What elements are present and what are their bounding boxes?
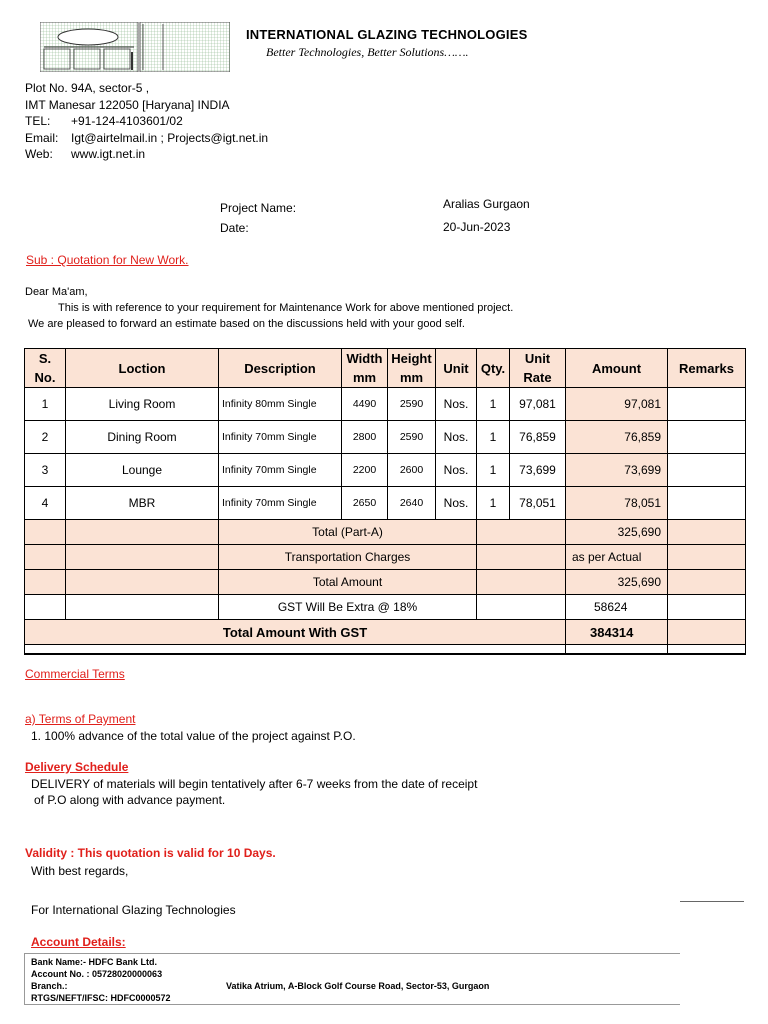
header-description: Description: [219, 349, 342, 388]
header-width-line1: Width: [346, 351, 383, 366]
delivery-text-line-2: of P.O along with advance payment.: [34, 793, 226, 807]
payment-terms-heading: a) Terms of Payment: [25, 712, 136, 726]
header-width-line2: mm: [352, 370, 377, 385]
subject-line: Sub : Quotation for New Work.: [26, 253, 189, 267]
letter-paragraph-1: This is with reference to your requirement for Maintenance Work for above mentioned project.: [58, 302, 514, 314]
tel-value: +91-124-4103601/02: [71, 114, 183, 128]
cell-rate: 76,859: [510, 421, 566, 454]
date-label: Date:: [220, 221, 249, 235]
header-unit: Unit: [436, 349, 477, 388]
total-amount-row: [25, 570, 746, 595]
table-header-row: [25, 349, 746, 388]
transport-row: [25, 545, 746, 570]
gst-label: GST Will Be Extra @ 18%: [219, 595, 477, 620]
cell-qty: 1: [477, 487, 510, 520]
table-row: [25, 487, 746, 520]
grand-total-row: [25, 620, 746, 645]
address-web: [25, 146, 145, 163]
cell-remarks: [668, 388, 746, 421]
cell-width: 2800: [342, 421, 388, 454]
cell-amount: 97,081: [566, 388, 668, 421]
cell-remarks: [668, 454, 746, 487]
address-line-2: IMT Manesar 122050 [Haryana] INDIA: [25, 98, 230, 112]
cell-remarks: [668, 487, 746, 520]
cell-height: 2600: [388, 454, 436, 487]
cell-unit: Nos.: [436, 454, 477, 487]
header-height-line2: mm: [399, 370, 424, 385]
web-value[interactable]: www.igt.net.in: [71, 147, 146, 161]
header-remarks: Remarks: [668, 349, 746, 388]
cell-rate: 97,081: [510, 388, 566, 421]
letter-paragraph-2: We are pleased to forward an estimate based on the discussions held with your good self.: [28, 318, 465, 330]
address-line-1: Plot No. 94A, sector-5 ,: [25, 81, 150, 95]
empty-cell: [25, 570, 66, 595]
address-tel: [25, 113, 183, 130]
cell-width: 2650: [342, 487, 388, 520]
header-rate-line1: Unit: [524, 351, 551, 366]
company-name: INTERNATIONAL GLAZING TECHNOLOGIES: [246, 27, 528, 42]
cell-unit: Nos.: [436, 388, 477, 421]
cell-unit: Nos.: [436, 487, 477, 520]
cell-sno: 1: [25, 388, 66, 421]
signature-line: [680, 901, 744, 902]
header-rate-line2: Rate: [523, 370, 552, 385]
cell-sno: 3: [25, 454, 66, 487]
company-logo: [40, 22, 230, 72]
delivery-schedule-heading: Delivery Schedule: [25, 760, 129, 774]
project-name-label: Project Name:: [220, 201, 297, 215]
email-label: Email:: [25, 131, 59, 145]
gst-value: 58624: [566, 595, 668, 620]
cell-location: Lounge: [66, 454, 219, 487]
cell-width: 2200: [342, 454, 388, 487]
cell-amount: 78,051: [566, 487, 668, 520]
cell-qty: 1: [477, 454, 510, 487]
cell-sno: 2: [25, 421, 66, 454]
grand-total-value: 384314: [566, 620, 668, 645]
empty-cell: [668, 545, 746, 570]
cell-remarks: [668, 421, 746, 454]
cell-description: Infinity 80mm Single: [219, 388, 342, 421]
date-value: 20-Jun-2023: [443, 220, 511, 234]
empty-cell: [668, 520, 746, 545]
cell-rate: 78,051: [510, 487, 566, 520]
empty-cell: [25, 520, 66, 545]
cell-height: 2640: [388, 487, 436, 520]
company-tagline: Better Technologies, Better Solutions…….: [266, 45, 469, 59]
empty-cell: [566, 645, 668, 654]
total-part-a-value: 325,690: [566, 520, 668, 545]
cell-amount: 76,859: [566, 421, 668, 454]
delivery-text-line-1: DELIVERY of materials will begin tentatively after 6-7 weeks from the date of receipt: [31, 777, 478, 791]
branch-label: Branch.:: [31, 981, 68, 991]
address-email: [25, 130, 268, 147]
header-rate: [510, 349, 566, 388]
tel-label: TEL:: [25, 114, 51, 128]
empty-cell: [477, 570, 566, 595]
cell-width: 4490: [342, 388, 388, 421]
cell-qty: 1: [477, 388, 510, 421]
payment-terms-text: 1. 100% advance of the total value of the project against P.O.: [31, 729, 356, 743]
ifsc-code: RTGS/NEFT/IFSC: HDFC0000572: [31, 993, 171, 1003]
salutation: Dear Ma'am,: [25, 286, 88, 298]
cell-sno: 4: [25, 487, 66, 520]
regards-text: With best regards,: [31, 864, 129, 878]
total-part-a-label: Total (Part-A): [219, 520, 477, 545]
empty-cell: [25, 595, 66, 620]
email-value[interactable]: Igt@airtelmail.in ; Projects@igt.net.in: [71, 131, 269, 145]
bank-name: Bank Name:- HDFC Bank Ltd.: [31, 957, 158, 967]
table-row: [25, 421, 746, 454]
table-spacer-row: [25, 645, 746, 654]
web-label: Web:: [25, 147, 53, 161]
empty-cell: [668, 595, 746, 620]
header-height: [388, 349, 436, 388]
header-location: Loction: [66, 349, 219, 388]
cell-description: Infinity 70mm Single: [219, 487, 342, 520]
cell-location: MBR: [66, 487, 219, 520]
empty-cell: [668, 620, 746, 645]
commercial-terms-heading: Commercial Terms: [25, 667, 125, 681]
header-sno: S. No.: [25, 349, 66, 388]
empty-cell: [66, 570, 219, 595]
table-row: [25, 454, 746, 487]
grand-total-label: Total Amount With GST: [25, 620, 566, 645]
cell-rate: 73,699: [510, 454, 566, 487]
total-amount-value: 325,690: [566, 570, 668, 595]
header-amount: Amount: [566, 349, 668, 388]
empty-cell: [477, 520, 566, 545]
header-qty: Qty.: [477, 349, 510, 388]
cell-description: Infinity 70mm Single: [219, 454, 342, 487]
cell-description: Infinity 70mm Single: [219, 421, 342, 454]
total-amount-label: Total Amount: [219, 570, 477, 595]
empty-cell: [668, 570, 746, 595]
branch-address: Vatika Atrium, A-Block Golf Course Road, Sector-53, Gurgaon: [226, 981, 490, 991]
for-company-text: For International Glazing Technologies: [31, 903, 236, 917]
account-number: Account No. : 05728020000063: [31, 969, 163, 979]
cell-amount: 73,699: [566, 454, 668, 487]
quotation-table: [24, 348, 746, 655]
cell-qty: 1: [477, 421, 510, 454]
empty-cell: [25, 645, 566, 654]
empty-cell: [668, 645, 746, 654]
empty-cell: [477, 545, 566, 570]
cell-height: 2590: [388, 421, 436, 454]
empty-cell: [25, 545, 66, 570]
validity-text: Validity : This quotation is valid for 10 Days.: [25, 846, 276, 860]
cell-location: Living Room: [66, 388, 219, 421]
gst-row: [25, 595, 746, 620]
cell-unit: Nos.: [436, 421, 477, 454]
transport-label: Transportation Charges: [219, 545, 477, 570]
account-details-heading: Account Details:: [31, 935, 126, 949]
empty-cell: [66, 545, 219, 570]
transport-value: as per Actual: [566, 545, 668, 570]
header-height-line1: Height: [391, 351, 432, 366]
empty-cell: [66, 520, 219, 545]
project-name-value: Aralias Gurgaon: [443, 197, 530, 211]
cell-location: Dining Room: [66, 421, 219, 454]
header-width: [342, 349, 388, 388]
table-row: [25, 388, 746, 421]
cell-height: 2590: [388, 388, 436, 421]
total-part-a-row: [25, 520, 746, 545]
empty-cell: [66, 595, 219, 620]
empty-cell: [477, 595, 566, 620]
